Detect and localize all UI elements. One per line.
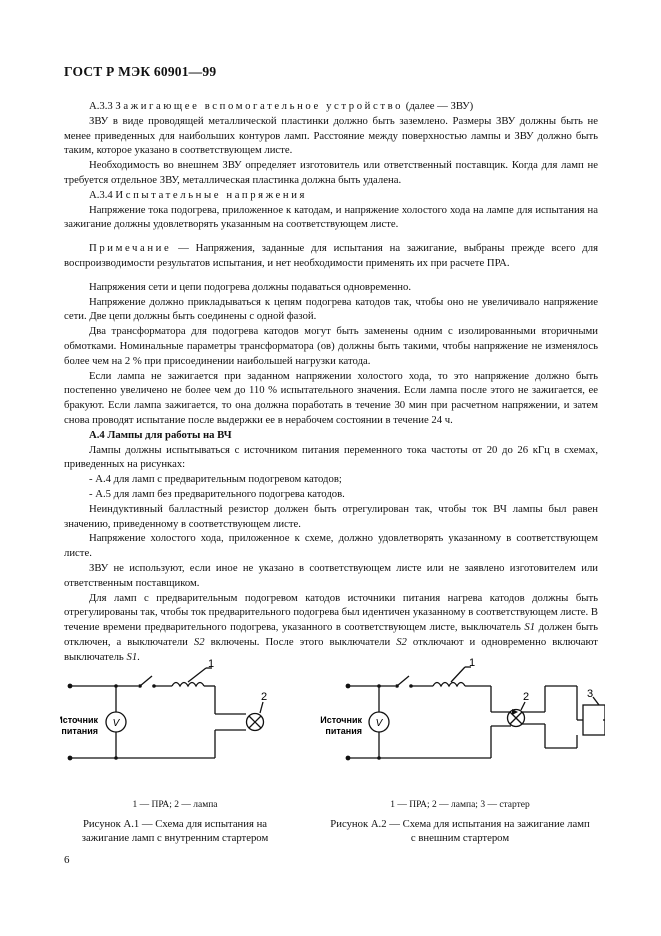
switch-s1-ref: S1 <box>126 650 138 663</box>
paragraph: Если лампа не зажигается при заданном напряжении холостого хода, то это напряжение должно быть постепенно увеличено не более чем до 110 % испытательного значения. Если лампа после этого не зажигается, ее бракуют. Если лампа зажигается, то она должна поработать в течение 30 мин при расчетном напряжении, и затем снова проводят испытание после выдержки ее в нерабочем состоянии в течение 24 ч. <box>64 369 598 426</box>
callout-3: 3 <box>587 688 594 700</box>
list-item: - А.4 для ламп с предварительным подогревом катодов; <box>89 473 342 486</box>
note <box>64 241 598 271</box>
section-a34-heading <box>64 188 598 203</box>
paragraph: Напряжение холостого хода, приложенное к схеме, должно удовлетворять указанному в соответствующем листе. <box>64 532 598 560</box>
meter-symbol: V <box>112 718 120 729</box>
paragraph: Для ламп с предварительным подогревом катодов источники питания нагрева катодов должны быть отрегулированы так, чтобы ток предварительного подогрева был идентичен указанному в соответствующем листе. В течение времени предварительного подогрева, указанного в соответствующем листе, выключатель S1 должен быть отключен, а выключатели S2 включены. После этого выключатели S2 отключают и одновременно включают выключатель S1. <box>64 591 599 663</box>
callout-1: 1 <box>208 658 215 670</box>
source-label: питания <box>325 726 362 736</box>
switch-icon <box>140 676 152 686</box>
paragraph: Два трансформатора для подогрева катодов могут быть заменены одним с изолированными вторичными обмотками. Номинальные параметры трансформатора (ов) должны быть такими, чтобы напряжение не изменялось более чем на 2 % при присоединении наибольшей нагрузки катода. <box>64 325 598 367</box>
section-a33-heading <box>64 99 598 114</box>
figure-a1-diagram <box>60 650 290 800</box>
switch-icon <box>397 676 409 686</box>
paragraph: Неиндуктивный балластный резистор должен быть отрегулирован так, чтобы ток ВЧ лампы был равен значению, приведенному в соответствующем листе. <box>64 502 598 530</box>
body-text <box>64 99 598 664</box>
page-number: 6 <box>64 854 70 866</box>
source-label: питания <box>61 726 98 736</box>
section-a33-number: А.3.3 <box>89 100 113 112</box>
section-a4-title: А.4 Лампы для работы на ВЧ <box>89 428 232 441</box>
switch-s2-ref: S2 <box>396 635 407 648</box>
switch-s1-ref: S1 <box>524 621 536 634</box>
list-item: - А.5 для ламп без предварительного подогрева катодов. <box>89 487 345 500</box>
paragraph: Напряжение должно прикладываться к цепям подогрева катодов так, чтобы оно не увеличивало напряжение сети. Две цепи должны быть соединены с одной фазой. <box>64 295 598 323</box>
source-label: Источник <box>60 715 98 725</box>
callout-1: 1 <box>469 657 476 669</box>
note-text: — Напряжения, заданные для испытания на зажигание, выбраны прежде всего для воспроизводимости результатов испытания, и нет необходимости применять их при расчете ПРА. <box>64 242 598 269</box>
figure-a1-caption: Рисунок А.1 — Схема для испытания на зажигание ламп с внутренним стартером <box>81 818 269 844</box>
starter-icon <box>583 705 605 735</box>
figure-a2 <box>315 650 605 860</box>
ballast-icon <box>433 683 465 687</box>
paragraph: ЗВУ не используют, если иное не указано в соответствующем листе или не заявлено изготовителем или ответственным поставщиком. <box>64 561 598 589</box>
figure-a1 <box>60 650 290 860</box>
callout-2: 2 <box>261 691 268 703</box>
paragraph: ЗВУ в виде проводящей металлической пластинки должно быть заземлено. Размеры ЗВУ должны быть не менее приведенных для наибольших контуров ламп. Расстояние между поверхностью лампы и ЗВУ должно быть таким, которое указано в соответствующем листе. <box>64 114 598 157</box>
note-label: Примечание <box>89 242 172 255</box>
paragraph: Лампы должны испытываться с источником питания переменного тока частоты от 20 до 26 кГц в схемах, приведенных на рисунках: <box>64 443 598 471</box>
paragraph: Необходимость во внешнем ЗВУ определяет изготовитель или ответственный поставщик. Когда для ламп не требуется отдельное ЗВУ, металлическая пластинка должна быть удалена. <box>64 159 598 186</box>
document-header: ГОСТ Р МЭК 60901—99 <box>64 64 217 79</box>
paragraph: Напряжение тока подогрева, приложенное к катодам, и напряжение холостого хода на лампе для испытания на зажигание должны удовлетворять указанным на соответствующем листе. <box>64 203 598 231</box>
switch-s2-ref: S2 <box>193 635 205 648</box>
meter-symbol: V <box>375 718 383 729</box>
section-a33-title: Зажигающее вспомогательное устройство <box>115 100 404 112</box>
paragraph: Напряжения сети и цепи подогрева должны подаваться одновременно. <box>89 280 412 293</box>
figure-a1-legend: 1 — ПРА; 2 — лампа <box>132 800 218 810</box>
section-a34-title: Испытательные напряжения <box>115 188 308 201</box>
figure-a2-legend: 1 — ПРА; 2 — лампа; 3 — стартер <box>390 800 530 810</box>
section-a33-suffix: (далее — ЗВУ) <box>405 100 474 112</box>
figure-a2-diagram <box>315 650 605 800</box>
source-label: Источник <box>320 715 362 725</box>
figure-a2-caption: Рисунок А.2 — Схема для испытания на зажигание ламп с внешним стартером <box>330 818 590 844</box>
callout-2: 2 <box>523 691 530 703</box>
ballast-icon <box>172 683 204 687</box>
section-a34-number: А.3.4 <box>89 188 113 201</box>
